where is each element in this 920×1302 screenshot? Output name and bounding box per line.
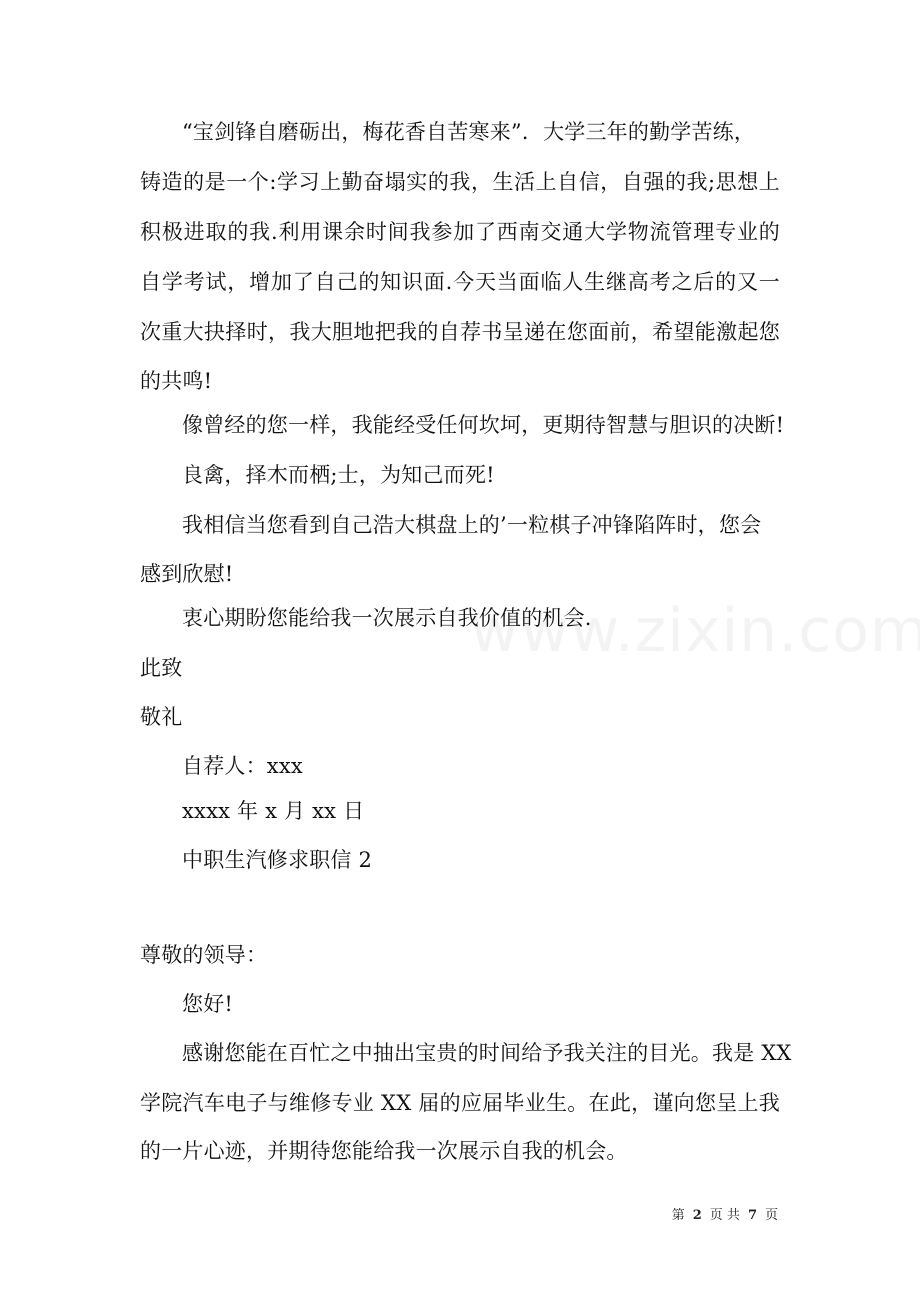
paragraph-line: 铸造的是一个:学习上勤奋塌实的我，生活上自信，自强的我;思想上 [140,170,780,194]
letter-greeting: 尊敬的领导： [140,943,268,967]
paragraph-line: 积极进取的我.利用课余时间我参加了西南交通大学物流管理专业的 [140,220,780,244]
closing-salutation: 此致 [140,656,183,680]
page-footer [670,1208,780,1224]
paragraph-line: 学院汽车电子与维修专业 XX 届的应届毕业生。在此，谨向您呈上我 [140,1091,780,1115]
paragraph-line: 的共鸣! [140,369,213,393]
paragraph-line: 衷心期盼您能给我一次展示自我价值的机会. [182,606,592,630]
paragraph-line: 我相信当您看到自己浩大棋盘上的’一粒棋子冲锋陷阵时，您会 [182,513,762,537]
footer-prefix: 第 [671,1208,685,1223]
paragraph-line: 良禽，择木而栖;士，为知己而死! [182,463,495,487]
signature-name: 自荐人：xxx [182,754,303,778]
paragraph-line: 次重大抉择时，我大胆地把我的自荐书呈递在您面前，希望能激起您 [140,320,780,344]
signature-date: xxxx 年 x 月 xx 日 [182,799,365,823]
paragraph-line: “宝剑锋自磨砺出，梅花香自苦寒来”．大学三年的勤学苦练， [182,120,756,144]
paragraph-line: 像曾经的您一样，我能经受任何坎坷，更期待智慧与胆识的决断! [182,413,785,437]
paragraph-line: 感到欣慰! [140,562,234,586]
letter-greeting: 您好! [182,992,234,1016]
paragraph-line: 感谢您能在百忙之中抽出宝贵的时间给予我关注的目光。我是 XX [182,1041,792,1065]
section-title: 中职生汽修求职信 2 [182,848,373,872]
footer-suffix: 页 [764,1208,778,1223]
paragraph-line: 自学考试，增加了自己的知识面.今天当面临人生继高考之后的又一 [140,270,780,294]
footer-page-number: 2 [692,1208,702,1223]
paragraph-line: 的一片心迹，并期待您能给我一次展示自我的机会。 [140,1139,628,1163]
footer-middle: 页 共 [709,1208,740,1223]
footer-total-pages: 7 [747,1208,757,1223]
closing-salutation: 敬礼 [140,705,183,729]
